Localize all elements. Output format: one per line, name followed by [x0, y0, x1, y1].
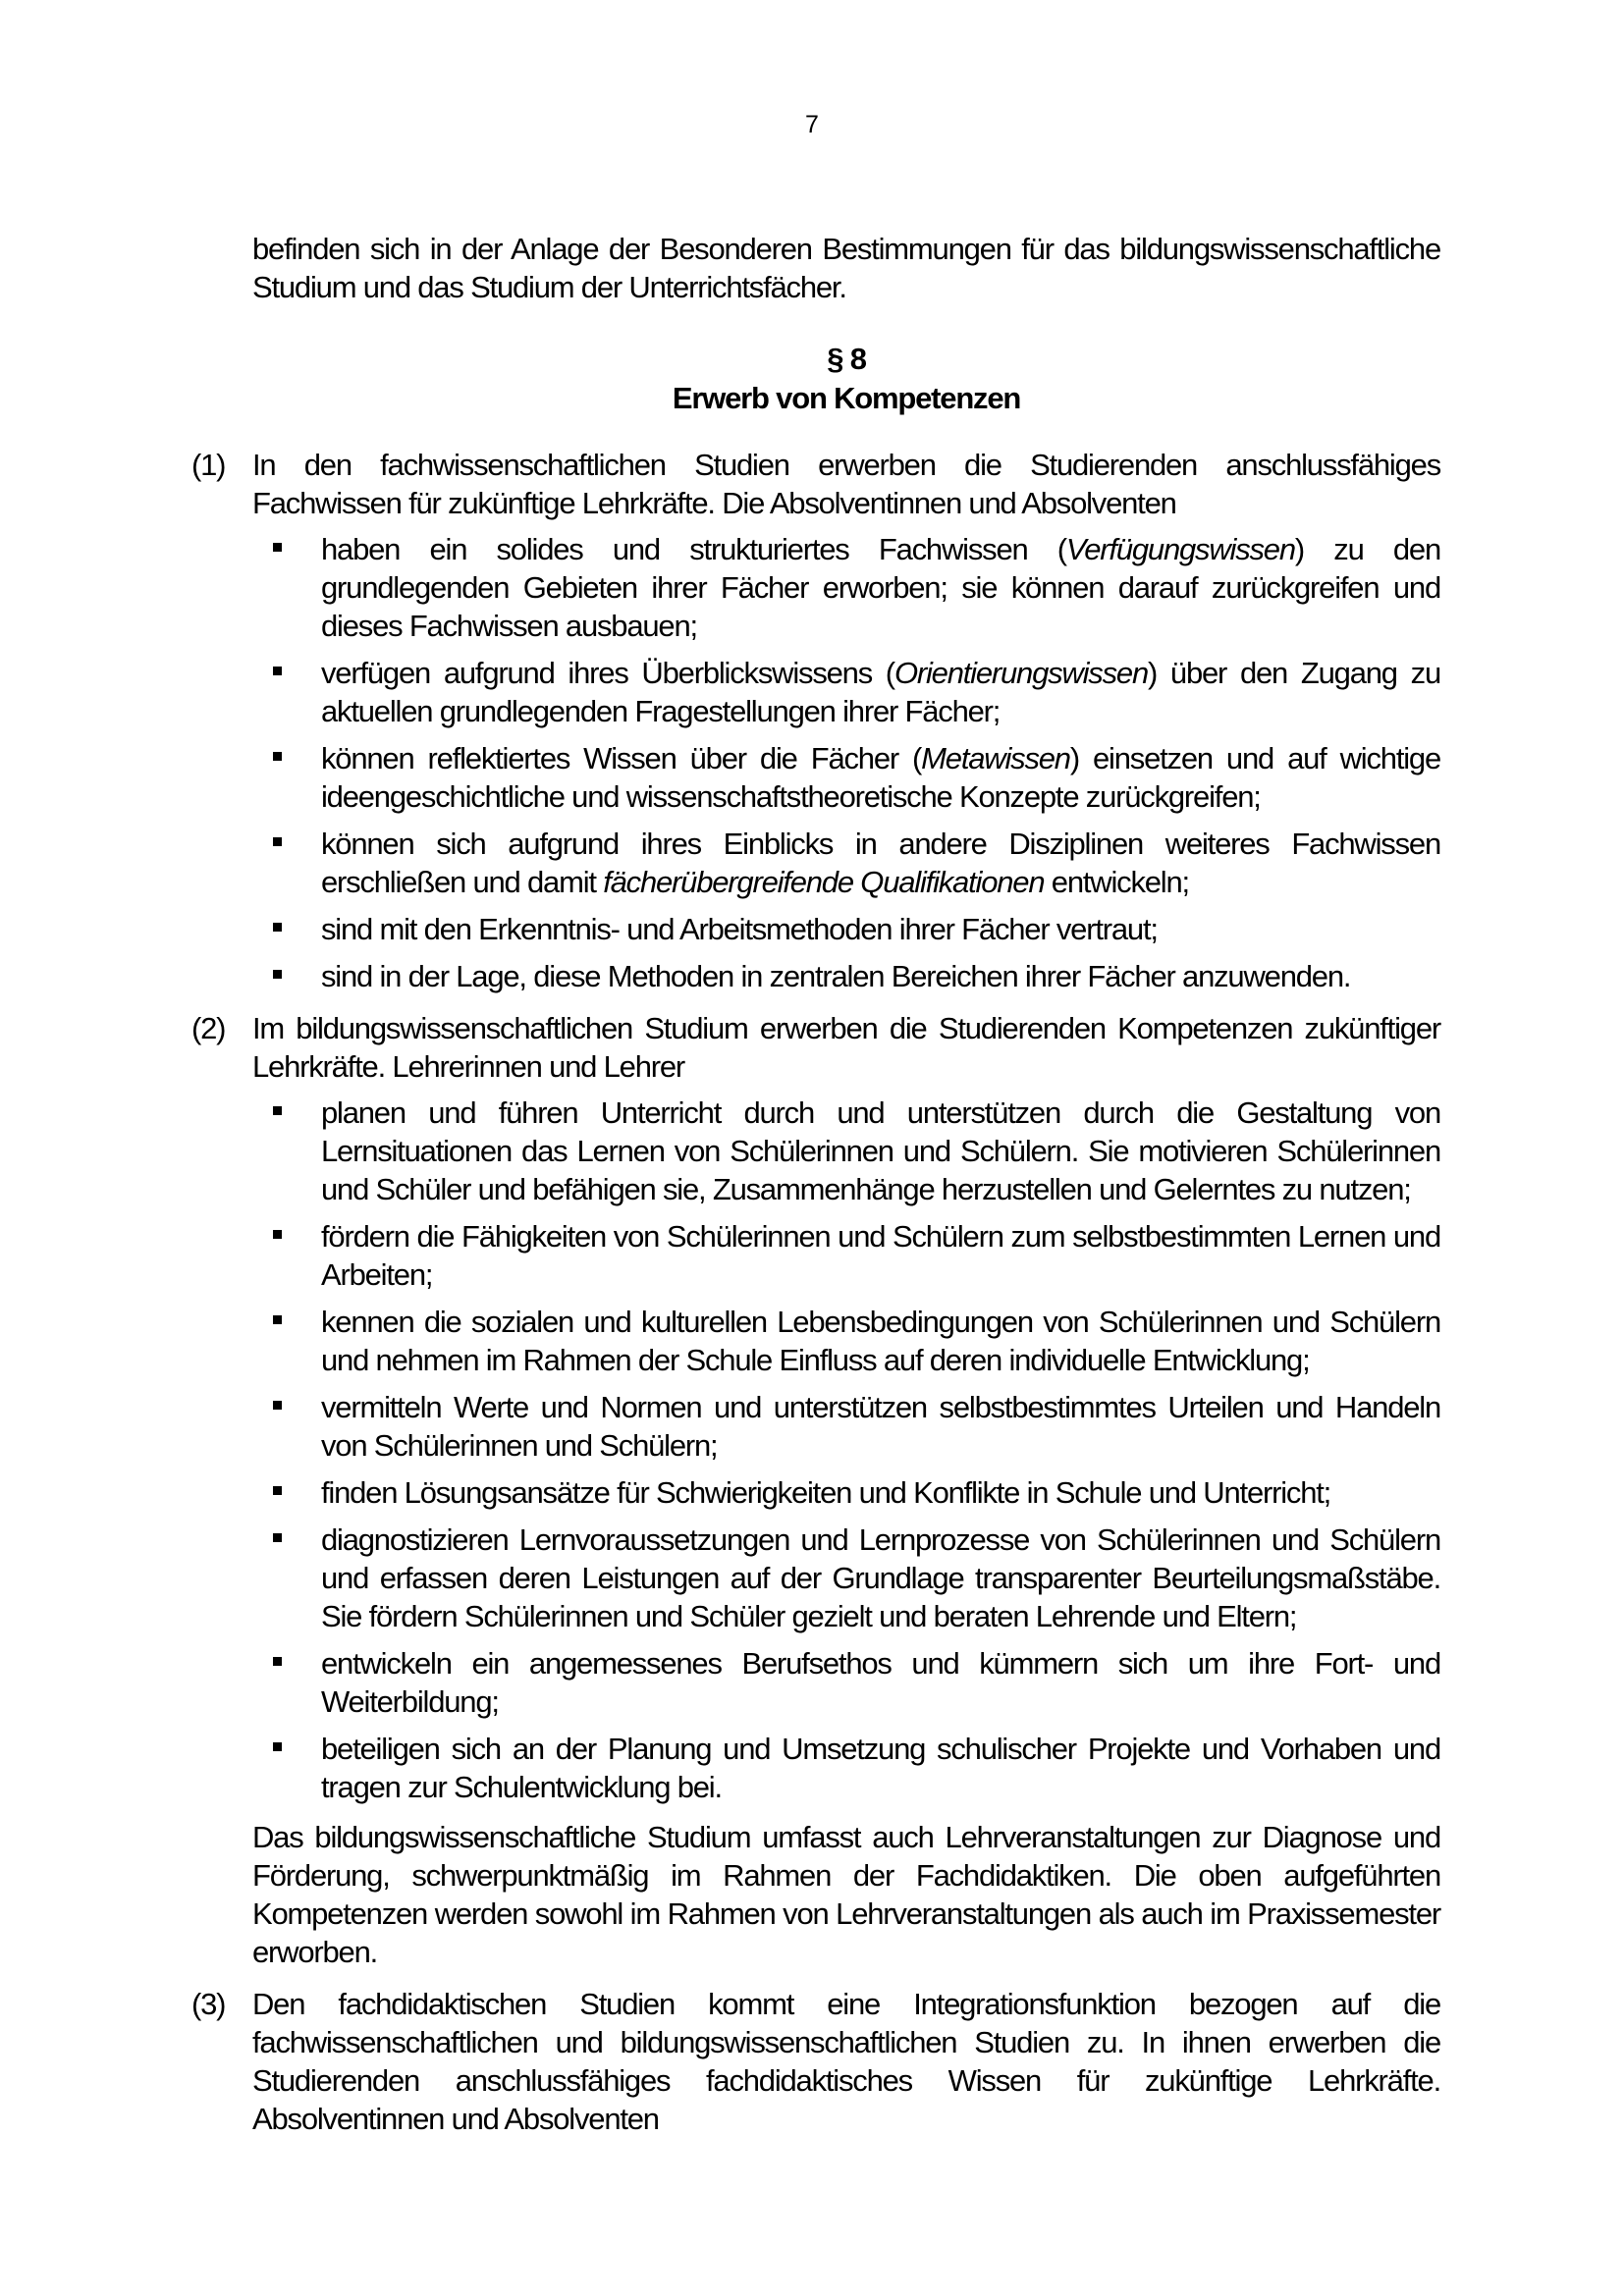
list-item-text: diagnostizieren Lernvoraussetzungen und Lernprozesse von Schülerinnen und Schülern und erfassen deren Leistungen auf der Grundlage transparenter Beurteilungsmaßstäbe. Sie fördern Schülerinnen und Schüler gezielt und beraten Lehrende und Eltern;: [321, 1522, 1440, 1633]
list-item-emphasis: Metawissen: [921, 741, 1070, 775]
square-bullet-icon: [273, 1486, 282, 1495]
list-item-text: finden Lösungsansätze für Schwierigkeiten und Konflikte in Schule und Unterricht;: [321, 1475, 1331, 1510]
list-item: [252, 1730, 1440, 1806]
paragraph-3: [191, 1985, 1440, 2138]
intro-paragraph: befinden sich in der Anlage der Besonderen Bestimmungen für das bildungswissenschaftliche Studium und das Studium der Unterrichtsfächer.: [252, 232, 1440, 304]
paragraph-number: (2): [191, 1011, 226, 1045]
square-bullet-icon: [273, 1230, 282, 1239]
list-item-emphasis: fächerübergreifende Qualifikationen: [603, 865, 1045, 899]
paragraph-2: [191, 1009, 1440, 1971]
section-number: § 8: [827, 342, 866, 376]
list-item-text: entwickeln ein angemessenes Berufsethos und kümmern sich um ihre Fort- und Weiterbildung;: [321, 1646, 1440, 1719]
page-number: 7: [805, 111, 819, 138]
square-bullet-icon: [273, 1315, 282, 1324]
list-item: [252, 739, 1440, 816]
list-item-text-continued: ) über den Zugang zu aktuellen grundlegenden Fragestellungen ihrer Fächer;: [321, 656, 1440, 728]
list-item-text-continued: ) zu den grundlegenden Gebieten ihrer Fächer erworben; sie können darauf zurückgreifen und dieses Fachwissen ausbauen;: [321, 532, 1440, 643]
section-heading: [252, 340, 1440, 418]
bullet-list: [252, 530, 1440, 995]
square-bullet-icon: [273, 1657, 282, 1666]
square-bullet-icon: [273, 923, 282, 932]
list-item-text-continued: entwickeln;: [1044, 865, 1189, 899]
square-bullet-icon: [273, 970, 282, 979]
list-item: [252, 1644, 1440, 1721]
list-item: [252, 1303, 1440, 1379]
square-bullet-icon: [273, 1742, 282, 1751]
list-item-text: sind in der Lage, diese Methoden in zentralen Bereichen ihrer Fächer anzuwenden.: [321, 959, 1351, 993]
bullet-list: [252, 1094, 1440, 1806]
list-item-text: beteiligen sich an der Planung und Umsetzung schulischer Projekte und Vorhaben und tragen zur Schulentwicklung bei.: [321, 1732, 1440, 1804]
paragraph-number: (3): [191, 1987, 226, 2021]
list-item-text-continued: ) einsetzen und auf wichtige ideengeschichtliche und wissenschaftstheoretische Konzepte zurückgreifen;: [321, 741, 1440, 814]
list-item: [252, 1094, 1440, 1208]
square-bullet-icon: [273, 667, 282, 675]
list-item-text: kennen die sozialen und kulturellen Lebensbedingungen von Schülerinnen und Schülern und nehmen im Rahmen der Schule Einfluss auf deren individuelle Entwicklung;: [321, 1305, 1440, 1377]
square-bullet-icon: [273, 837, 282, 846]
list-item-text: können sich aufgrund ihres Einblicks in andere Disziplinen weiteres Fachwissen erschließen und damit: [321, 827, 1440, 899]
list-item-text: können reflektiertes Wissen über die Fächer (: [321, 741, 922, 775]
list-item-text: verfügen aufgrund ihres Überblickswissens (: [321, 656, 894, 690]
list-item-text: fördern die Fähigkeiten von Schülerinnen und Schülern zum selbstbestimmten Lernen und Arbeiten;: [321, 1219, 1440, 1292]
square-bullet-icon: [273, 752, 282, 761]
list-item-text: vermitteln Werte und Normen und unterstützen selbstbestimmtes Urteilen und Handeln von Schülerinnen und Schülern;: [321, 1390, 1440, 1463]
list-item-emphasis: Verfügungswissen: [1065, 532, 1295, 566]
list-item-text: haben ein solides und strukturiertes Fachwissen (: [321, 532, 1066, 566]
list-item: [252, 1521, 1440, 1635]
square-bullet-icon: [273, 1401, 282, 1410]
square-bullet-icon: [273, 1533, 282, 1542]
list-item-text: planen und führen Unterricht durch und unterstützen durch die Gestaltung von Lernsituationen das Lernen von Schülerinnen und Schülern. Sie motivieren Schülerinnen und Schüler und befähigen sie, Zusammenhänge herzustellen und Gelerntes zu nutzen;: [321, 1095, 1440, 1206]
list-item-emphasis: Orientierungswissen: [893, 656, 1148, 690]
list-item: [252, 1217, 1440, 1294]
square-bullet-icon: [273, 543, 282, 552]
list-item: [252, 910, 1440, 948]
list-item: [252, 1388, 1440, 1465]
list-item: [252, 825, 1440, 901]
paragraph-lead-text: In den fachwissenschaftlichen Studien erwerben die Studierenden anschlussfähiges Fachwissen für zukünftige Lehrkräfte. Die Absolventinnen und Absolventen: [252, 448, 1440, 520]
page-content: [191, 230, 1440, 2152]
paragraph-number: (1): [191, 448, 226, 482]
square-bullet-icon: [273, 1106, 282, 1115]
section-title: Erwerb von Kompetenzen: [672, 381, 1021, 415]
numbered-paragraphs: [191, 446, 1440, 2138]
paragraph-closing-text: Das bildungswissenschaftliche Studium umfasst auch Lehrveranstaltungen zur Diagnose und Förderung, schwerpunktmäßig im Rahmen der Fachdidaktiken. Die oben aufgeführten Kompetenzen werden sowohl im Rahmen von Lehrveranstaltungen als auch im Praxissemester erworben.: [252, 1820, 1440, 1969]
list-item: [252, 1473, 1440, 1512]
list-item-text: sind mit den Erkenntnis- und Arbeitsmethoden ihrer Fächer vertraut;: [321, 912, 1158, 946]
paragraph-lead-text: Den fachdidaktischen Studien kommt eine Integrationsfunktion bezogen auf die fachwissenschaftlichen und bildungswissenschaftlichen Studien zu. In ihnen erwerben die Studierenden anschlussfähiges fachdidaktisches Wissen für zukünftige Lehrkräfte. Absolventinnen und Absolventen: [252, 1987, 1440, 2136]
list-item: [252, 654, 1440, 730]
list-item: [252, 957, 1440, 995]
list-item: [252, 530, 1440, 645]
paragraph-lead-text: Im bildungswissenschaftlichen Studium erwerben die Studierenden Kompetenzen zukünftiger Lehrkräfte. Lehrerinnen und Lehrer: [252, 1011, 1440, 1084]
paragraph-1: [191, 446, 1440, 995]
